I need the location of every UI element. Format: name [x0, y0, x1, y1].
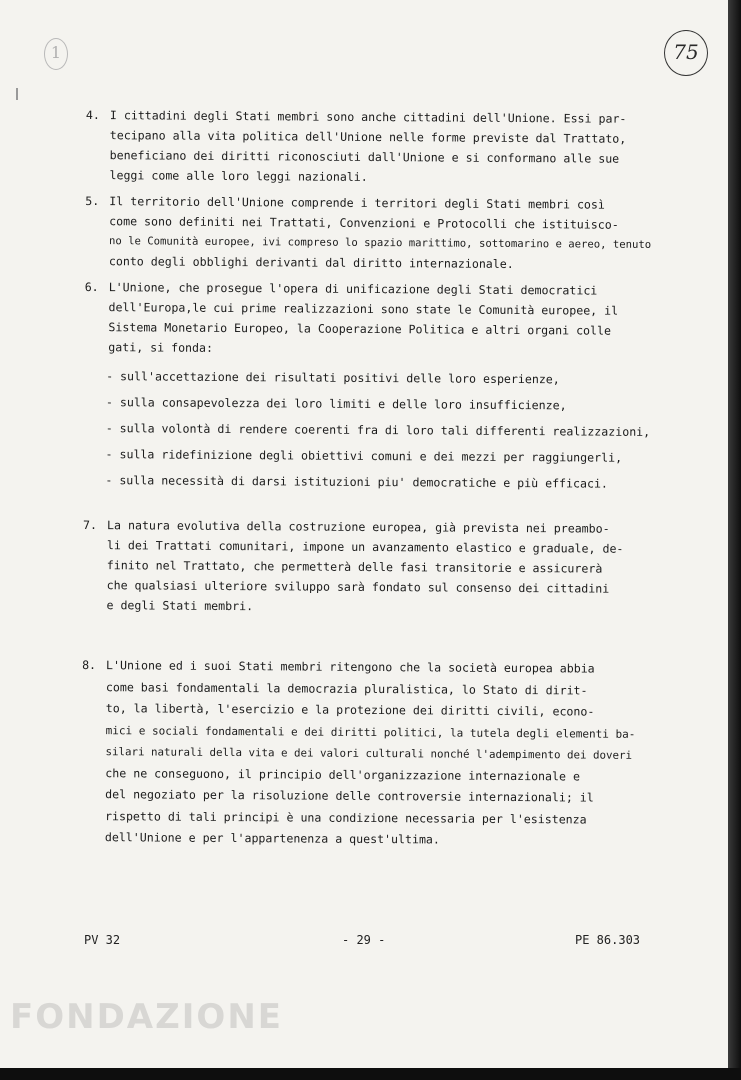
- text-line: leggi come alle loro leggi nazionali.: [109, 168, 368, 184]
- paragraph-8: [81, 655, 672, 853]
- text-line: L'Unione, che prosegue l'opera di unificazione degli Stati democratici: [108, 280, 598, 298]
- text-line: no le Comunità europee, ivi compreso lo spazio marittimo, sottomarino e aereo, tenuto: [109, 235, 652, 251]
- text-line: come basi fondamentali la democrazia pluralistica, lo Stato di dirit-: [105, 679, 588, 698]
- bullet-item: - sulla consapevolezza dei loro limiti e delle loro insufficienze,: [105, 395, 567, 413]
- archive-watermark: FONDAZIONE: [10, 997, 284, 1037]
- paragraph-4: [85, 105, 676, 189]
- paragraph-number: 4.: [85, 107, 100, 123]
- text-line: li dei Trattati comunitari, impone un avanzamento elastico e graduale, de-: [106, 538, 624, 556]
- text-line: tecipano alla vita politica dell'Unione nelle forme previste dal Trattato,: [109, 128, 627, 146]
- bullet-item: - sulla necessità di darsi istituzioni piu' democratiche e più efficaci.: [105, 473, 608, 491]
- text-line: che qualsiasi ulteriore sviluppo sarà fondato sul consenso dei cittadini: [106, 578, 610, 596]
- paragraph-7: [82, 515, 673, 619]
- paragraph-5: [85, 191, 676, 275]
- paragraph-number: 8.: [82, 657, 97, 673]
- page-number: - 29 -: [342, 933, 386, 947]
- text-line: conto degli obblighi derivanti dal diritto internazionale.: [108, 254, 514, 271]
- corner-handwritten-mark: 1: [44, 38, 68, 70]
- bullet-list: [105, 363, 674, 497]
- paragraph-6: [84, 277, 675, 361]
- scan-bottom-edge: [0, 1068, 741, 1080]
- footer-left: PV 32: [84, 933, 121, 947]
- text-line: Il territorio dell'Unione comprende i territori degli Stati membri così: [109, 194, 605, 212]
- text-line: silari naturali della vita e dei valori culturali nonché l'adempimento dei doveri: [105, 745, 633, 762]
- footer-right: PE 86.303: [575, 933, 641, 947]
- text-line: mici e sociali fondamentali e dei diritti politici, la tutela degli elementi ba-: [105, 723, 636, 741]
- text-line: che ne conseguono, il principio dell'organizzazione internazionale e: [105, 765, 581, 783]
- paragraph-number: 7.: [83, 517, 98, 533]
- paragraph-number: 5.: [85, 193, 100, 209]
- text-line: Sistema Monetario Europeo, la Cooperazione Politica e altri organi colle: [108, 320, 612, 338]
- text-line: to, la libertà, l'esercizio e la protezione dei diritti civili, econo-: [105, 701, 595, 719]
- text-line: I cittadini degli Stati membri sono anche cittadini dell'Unione. Essi par-: [109, 108, 627, 126]
- text-line: dell'Unione e per l'appartenenza a quest'ultima.: [104, 830, 440, 847]
- bullet-item: - sulla volontà di rendere coerenti fra di loro tali differenti realizzazioni,: [105, 421, 651, 439]
- bullet-item: - sulla ridefinizione degli obiettivi comuni e dei mezzi per raggiungerli,: [105, 447, 623, 465]
- text-line: gati, si fonda:: [108, 340, 214, 355]
- text-line: del negoziato per la risoluzione delle controversie internazionali; il: [105, 787, 594, 805]
- text-line: come sono definiti nei Trattati, Convenzioni e Protocolli che istituisco-: [109, 214, 619, 232]
- scan-edge: [728, 0, 741, 1080]
- paragraph-number: 6.: [84, 279, 99, 295]
- text-line: beneficiano dei diritti riconosciuti dall'Unione e si conformano alle sue: [109, 148, 620, 166]
- text-line: e degli Stati membri.: [106, 598, 254, 614]
- document-body: [81, 105, 676, 859]
- text-line: La natura evolutiva della costruzione europea, già prevista nei preambo-: [107, 518, 610, 536]
- punch-mark: [16, 88, 18, 100]
- text-line: rispetto di tali principi è una condizione necessaria per l'esistenza: [104, 808, 587, 827]
- text-line: L'Unione ed i suoi Stati membri ritengono che la società europea abbia: [106, 658, 595, 676]
- bullet-item: - sull'accettazione dei risultati positivi delle loro esperienze,: [106, 369, 560, 387]
- text-line: finito nel Trattato, che permetterà delle fasi transitorie e assicurerà: [106, 558, 603, 576]
- text-line: dell'Europa,le cui prime realizzazioni sono state le Comunità europee, il: [108, 300, 619, 318]
- page-stamp: 75: [664, 30, 708, 76]
